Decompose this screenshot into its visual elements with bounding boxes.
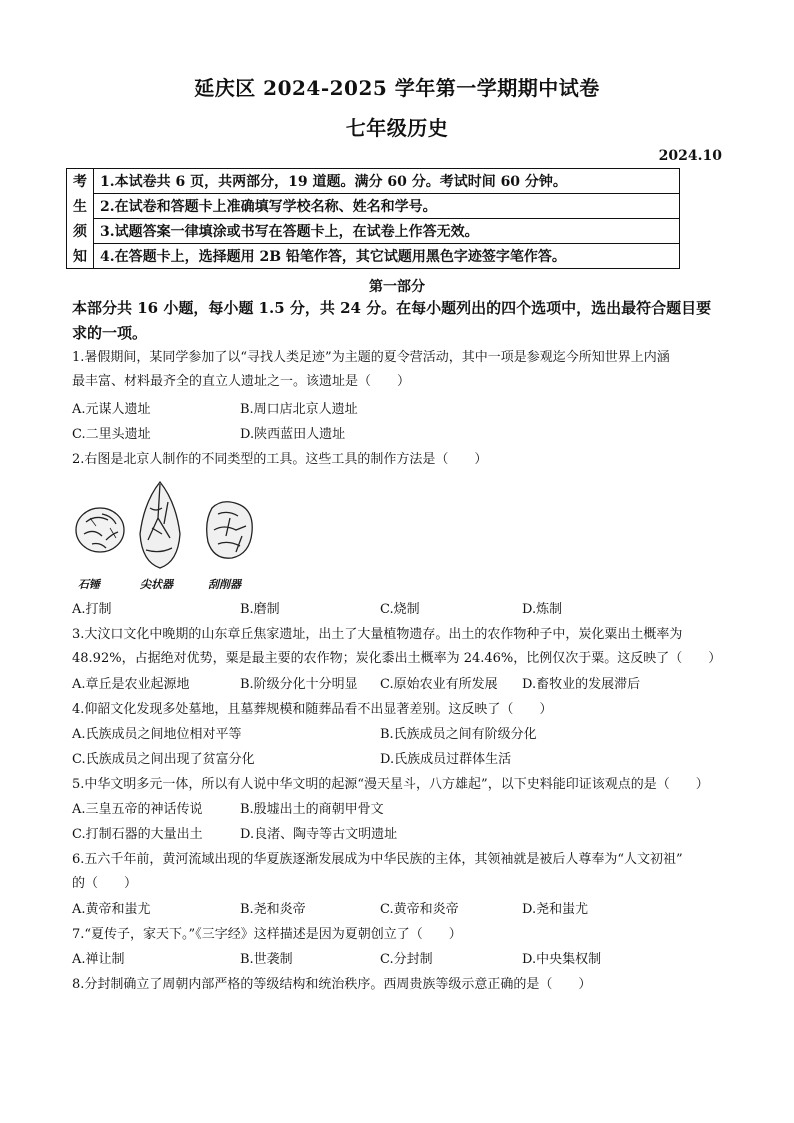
notice-item: 4.在答题卡上，选择题用 2B 铅笔作答，其它试题用黑色字迹签字笔作答。 bbox=[94, 244, 680, 269]
option-a: A.三皇五帝的神话传说 bbox=[72, 802, 203, 817]
part-intro bbox=[72, 296, 732, 346]
exam-subtitle: 七年级历史 bbox=[345, 116, 449, 140]
option-d: D.氏族成员过群体生活 bbox=[380, 752, 512, 767]
option-c: C.分封制 bbox=[380, 952, 433, 967]
part-intro-line: 本部分共 16 小题，每小题 1.5 分，共 24 分。在每小题列出的四个选项中，选出最符合题目要 bbox=[72, 299, 712, 317]
options-row bbox=[72, 823, 732, 847]
options-row bbox=[72, 798, 732, 822]
exam-title: 延庆区 2024-2025 学年第一学期期中试卷 bbox=[194, 76, 600, 100]
option-b: B.世袭制 bbox=[240, 952, 293, 967]
option-c: C.原始农业有所发展 bbox=[380, 677, 498, 692]
options-row bbox=[72, 673, 732, 697]
question-5 bbox=[72, 773, 732, 797]
question-8 bbox=[72, 973, 732, 997]
stone-hammer-image bbox=[76, 508, 124, 552]
options-row bbox=[72, 898, 732, 922]
notice-item: 1.本试卷共 6 页，共两部分，19 道题。满分 60 分。考试时间 60 分钟。 bbox=[94, 169, 680, 194]
option-b: B.氏族成员之间有阶级分化 bbox=[380, 727, 537, 742]
notice-side-char: 考 bbox=[67, 169, 94, 194]
part-heading: 第一部分 bbox=[369, 279, 425, 295]
notice-side-char: 知 bbox=[67, 244, 94, 269]
question-6 bbox=[72, 848, 732, 896]
question-1 bbox=[72, 346, 732, 394]
figure-caption: 尖状器 bbox=[140, 578, 173, 591]
question-text: 48.92%，占据绝对优势，粟是最主要的农作物；炭化黍出土概率为 24.46%，比例仅次于粟。这反映了（ ） bbox=[72, 651, 722, 666]
option-c: C.烧制 bbox=[380, 602, 420, 617]
figure-caption: 石锤 bbox=[78, 578, 100, 591]
options-row bbox=[72, 398, 732, 422]
option-c: C.打制石器的大量出土 bbox=[72, 827, 203, 842]
option-b: B.尧和炎帝 bbox=[240, 902, 306, 917]
options-row bbox=[72, 598, 732, 622]
question-text: 7.“夏传子，家天下。”《三字经》这样描述是因为夏朝创立了（ ） bbox=[72, 927, 462, 942]
question-text: 5.中华文明多元一体，所以有人说中华文明的起源“漫天星斗，八方雄起”，以下史料能印证该观点的是（ ） bbox=[72, 777, 709, 792]
options-row bbox=[72, 423, 732, 447]
notice-table bbox=[66, 168, 680, 269]
options-row bbox=[72, 748, 732, 772]
pointed-tool-image bbox=[140, 482, 180, 568]
question-text: 6.五六千年前，黄河流域出现的华夏族逐渐发展成为中华民族的主体，其领袖就是被后人尊奉为“人文初祖” bbox=[72, 852, 683, 867]
option-d: D.尧和蚩尤 bbox=[522, 902, 589, 917]
option-a: A.元谋人遗址 bbox=[72, 402, 151, 417]
option-a: A.氏族成员之间地位相对平等 bbox=[72, 727, 242, 742]
figure-caption: 刮削器 bbox=[208, 578, 241, 591]
option-b: B.殷墟出土的商朝甲骨文 bbox=[240, 802, 384, 817]
question-text: 的（ ） bbox=[72, 876, 138, 891]
options-row bbox=[72, 723, 732, 747]
option-a: A.禅让制 bbox=[72, 952, 125, 967]
option-b: B.周口店北京人遗址 bbox=[240, 402, 358, 417]
option-d: D.良渚、陶寺等古文明遗址 bbox=[240, 827, 398, 842]
option-d: D.炼制 bbox=[522, 602, 563, 617]
notice-item: 2.在试卷和答题卡上准确填写学校名称、姓名和学号。 bbox=[94, 194, 680, 219]
exam-date: 2024.10 bbox=[658, 148, 722, 164]
part-intro-line: 求的一项。 bbox=[72, 324, 148, 342]
option-c: C.黄帝和炎帝 bbox=[380, 902, 459, 917]
question-text: 3.大汶口文化中晚期的山东章丘焦家遗址，出土了大量植物遗存。出土的农作物种子中，炭化粟出土概率为 bbox=[72, 627, 683, 642]
stone-tools-illustration bbox=[72, 478, 262, 574]
scraper-tool-image bbox=[207, 502, 253, 558]
stone-tools-figure bbox=[72, 478, 262, 596]
question-text: 4.仰韶文化发现多处墓地，且墓葬规模和随葬品看不出显著差别。这反映了（ ） bbox=[72, 702, 553, 717]
option-b: B.磨制 bbox=[240, 602, 280, 617]
question-text: 2.右图是北京人制作的不同类型的工具。这些工具的制作方法是（ ） bbox=[72, 452, 488, 467]
question-2 bbox=[72, 448, 732, 472]
question-text: 8.分封制确立了周朝内部严格的等级结构和统治秩序。西周贵族等级示意正确的是（ ） bbox=[72, 977, 592, 992]
option-a: A.打制 bbox=[72, 602, 112, 617]
option-c: C.二里头遗址 bbox=[72, 427, 151, 442]
option-a: A.黄帝和蚩尤 bbox=[72, 902, 151, 917]
option-c: C.氏族成员之间出现了贫富分化 bbox=[72, 752, 255, 767]
question-4 bbox=[72, 698, 732, 722]
option-d: D.陕西蓝田人遗址 bbox=[240, 427, 346, 442]
notice-item: 3.试题答案一律填涂或书写在答题卡上，在试卷上作答无效。 bbox=[94, 219, 680, 244]
option-a: A.章丘是农业起源地 bbox=[72, 677, 190, 692]
question-text: 1.暑假期间，某同学参加了以“寻找人类足迹”为主题的夏令营活动，其中一项是参观迄今所知世界上内涵 bbox=[72, 350, 670, 365]
notice-side-char: 须 bbox=[67, 219, 94, 244]
question-7 bbox=[72, 923, 732, 947]
question-3 bbox=[72, 623, 732, 671]
option-d: D.畜牧业的发展滞后 bbox=[522, 677, 641, 692]
option-b: B.阶级分化十分明显 bbox=[240, 677, 358, 692]
options-row bbox=[72, 948, 732, 972]
question-text: 最丰富、材料最齐全的直立人遗址之一。该遗址是（ ） bbox=[72, 374, 411, 389]
notice-side-char: 生 bbox=[67, 194, 94, 219]
option-d: D.中央集权制 bbox=[522, 952, 602, 967]
